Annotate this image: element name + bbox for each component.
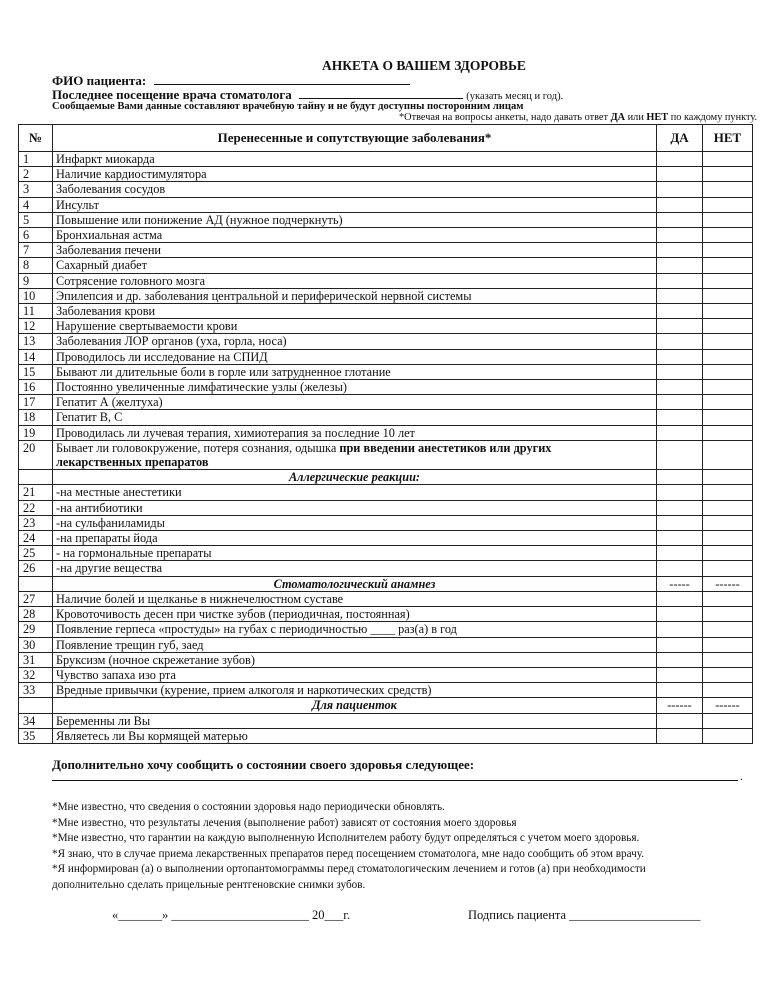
row-number: 15 — [19, 364, 53, 379]
row-question: - на гормональные препараты — [53, 546, 657, 561]
yes-answer-cell[interactable] — [657, 728, 703, 743]
row-question: Бруксизм (ночное скрежетание зубов) — [53, 652, 657, 667]
row-number: 31 — [19, 652, 53, 667]
yes-answer-cell[interactable] — [657, 349, 703, 364]
row-number: 29 — [19, 622, 53, 637]
no-answer-cell[interactable] — [703, 380, 753, 395]
patients-section-header — [19, 698, 753, 713]
table-row — [19, 485, 753, 500]
no-answer-cell[interactable] — [703, 288, 753, 303]
yes-answer-cell[interactable] — [657, 713, 703, 728]
yes-answer-cell[interactable] — [657, 243, 703, 258]
row-number: 35 — [19, 728, 53, 743]
row-number: 13 — [19, 334, 53, 349]
table-row — [19, 197, 753, 212]
row-number: 2 — [19, 167, 53, 182]
row-question: Являетесь ли Вы кормящей матерью — [53, 728, 657, 743]
yes-answer-cell[interactable] — [657, 334, 703, 349]
table-row — [19, 288, 753, 303]
dental-section-header-label: Стоматологический анамнез — [53, 576, 657, 591]
no-answer-cell[interactable] — [703, 683, 753, 698]
no-answer-cell[interactable] — [703, 425, 753, 440]
table-row — [19, 425, 753, 440]
row-number: 8 — [19, 258, 53, 273]
row-number: 24 — [19, 531, 53, 546]
patient-signature[interactable]: Подпись пациента _____________________ — [468, 908, 701, 922]
allergy-section-header — [19, 470, 753, 485]
no-answer-cell[interactable] — [703, 273, 753, 288]
row-number: 25 — [19, 546, 53, 561]
date-line[interactable]: «_______» ______________________ 20___г. — [112, 908, 351, 922]
no-answer-cell[interactable] — [703, 515, 753, 530]
table-body — [19, 152, 753, 744]
yes-answer-cell[interactable] — [657, 364, 703, 379]
row-number: 34 — [19, 713, 53, 728]
row-number: 26 — [19, 561, 53, 576]
row-question: Заболевания крови — [53, 304, 657, 319]
row-number: 18 — [19, 410, 53, 425]
table-row — [19, 713, 753, 728]
dental-section-header — [19, 576, 753, 591]
no-answer-cell[interactable] — [703, 258, 753, 273]
table-row — [19, 531, 753, 546]
table-row — [19, 334, 753, 349]
row-number: 32 — [19, 667, 53, 682]
section-num-cell — [19, 576, 53, 591]
row-question: Появление герпеса «простуды» на губах с периодичностью ____ раз(а) в год — [53, 622, 657, 637]
footnote-line: *Я информирован (а) о выполнении ортопантомограммы перед стоматологическим лечением и готов (а) при необходимости — [52, 863, 646, 875]
table-row — [19, 728, 753, 743]
table-row — [19, 182, 753, 197]
table-row — [19, 515, 753, 530]
yes-answer-cell[interactable] — [657, 591, 703, 606]
table-row — [19, 167, 753, 182]
table-row — [19, 319, 753, 334]
answer-note-suffix: по каждому пункту. — [668, 112, 758, 123]
row-number: 7 — [19, 243, 53, 258]
answer-note — [399, 112, 757, 123]
yes-answer-cell[interactable] — [657, 500, 703, 515]
table-row — [19, 243, 753, 258]
no-answer-cell[interactable] — [703, 485, 753, 500]
table-row — [19, 500, 753, 515]
no-answer-cell[interactable] — [703, 319, 753, 334]
row-question: Проводилась ли лучевая терапия, химиотерапия за последние 10 лет — [53, 425, 657, 440]
additional-info-label: Дополнительно хочу сообщить о состоянии своего здоровья следующее: — [52, 757, 475, 772]
table-row — [19, 258, 753, 273]
row-question-bold: лекарственных препаратов — [56, 455, 209, 470]
header-no: НЕТ — [703, 125, 753, 152]
row-question: Инфаркт миокарда — [53, 152, 657, 167]
row-number: 6 — [19, 228, 53, 243]
row-question: Нарушение свертываемости крови — [53, 319, 657, 334]
table-row — [19, 410, 753, 425]
table-row — [19, 591, 753, 606]
yes-answer-cell[interactable] — [657, 228, 703, 243]
no-answer-cell[interactable] — [703, 212, 753, 227]
row-question: Постоянно увеличенные лимфатические узлы (железы) — [53, 380, 657, 395]
row-question: -на местные анестетики — [53, 485, 657, 500]
row-question: Эпилепсия и др. заболевания центральной и периферической нервной системы — [53, 288, 657, 303]
table-row — [19, 607, 753, 622]
last-visit-hint: (указать месяц и год). — [466, 91, 564, 102]
patients-section-header-label: Для пациенток — [53, 698, 657, 713]
row-question: Проводилось ли исследование на СПИД — [53, 349, 657, 364]
yes-answer-cell[interactable] — [657, 410, 703, 425]
yes-answer-cell[interactable] — [657, 637, 703, 652]
table-row — [19, 152, 753, 167]
yes-answer-cell[interactable] — [657, 485, 703, 500]
row-question: Гепатит В, С — [53, 410, 657, 425]
row-number: 14 — [19, 349, 53, 364]
row-number: 9 — [19, 273, 53, 288]
row-number: 10 — [19, 288, 53, 303]
row-number: 5 — [19, 212, 53, 227]
health-questionnaire-table — [18, 124, 753, 744]
row-question: Заболевания ЛОР органов (уха, горла, носа) — [53, 334, 657, 349]
no-answer-cell[interactable] — [703, 728, 753, 743]
row-number: 22 — [19, 500, 53, 515]
no-answer-cell[interactable] — [703, 440, 753, 469]
yes-answer-cell[interactable] — [657, 652, 703, 667]
row-question: Сотрясение головного мозга — [53, 273, 657, 288]
last-visit-field[interactable] — [299, 87, 463, 99]
no-answer-cell[interactable] — [703, 228, 753, 243]
yes-answer-cell[interactable] — [657, 531, 703, 546]
row-question: Появление трещин губ, заед — [53, 637, 657, 652]
row-question-text: Бывает ли головокружение, потеря сознания, одышка — [56, 440, 340, 455]
table-row — [19, 561, 753, 576]
no-answer-cell[interactable] — [703, 667, 753, 682]
row-question: Кровоточивость десен при чистке зубов (периодичная, постоянная) — [53, 607, 657, 622]
yes-answer-cell[interactable] — [657, 425, 703, 440]
row-question: Заболевания печени — [53, 243, 657, 258]
row-number: 27 — [19, 591, 53, 606]
yes-answer-cell[interactable] — [657, 288, 703, 303]
header-yes: ДА — [657, 125, 703, 152]
table-row — [19, 228, 753, 243]
row-question — [53, 440, 657, 469]
row-number: 16 — [19, 380, 53, 395]
row-number: 20 — [19, 440, 53, 469]
no-answer-cell[interactable] — [703, 395, 753, 410]
patient-name-field[interactable] — [154, 73, 410, 85]
row-question: -на другие вещества — [53, 561, 657, 576]
no-answer-cell[interactable] — [703, 197, 753, 212]
yes-answer-cell[interactable] — [657, 546, 703, 561]
yes-answer-cell[interactable] — [657, 561, 703, 576]
yes-answer-cell[interactable] — [657, 667, 703, 682]
table-row — [19, 622, 753, 637]
table-header-row — [19, 125, 753, 152]
section-no-dash: ------ — [703, 576, 753, 591]
section-num-cell — [19, 470, 53, 485]
no-answer-cell[interactable] — [703, 304, 753, 319]
row-question-bold: при введении анестетиков или других — [339, 440, 552, 455]
table-row — [19, 273, 753, 288]
row-question: Чувство запаха изо рта — [53, 667, 657, 682]
table-row — [19, 546, 753, 561]
row-question: Вредные привычки (курение, прием алкоголя и наркотических средств) — [53, 683, 657, 698]
no-answer-cell[interactable] — [703, 652, 753, 667]
row-number: 17 — [19, 395, 53, 410]
no-answer-cell[interactable] — [703, 622, 753, 637]
no-answer-cell[interactable] — [703, 152, 753, 167]
additional-info-field[interactable] — [52, 770, 738, 781]
table-row — [19, 395, 753, 410]
section-yes-cell — [657, 470, 703, 485]
table-row — [19, 349, 753, 364]
no-answer-cell[interactable] — [703, 182, 753, 197]
no-answer-cell[interactable] — [703, 167, 753, 182]
last-visit-label: Последнее посещение врача стоматолога — [52, 87, 292, 102]
no-answer-cell[interactable] — [703, 243, 753, 258]
section-no-dash: ------ — [703, 698, 753, 713]
section-no-cell — [703, 470, 753, 485]
table-row — [19, 304, 753, 319]
table-row — [19, 667, 753, 682]
row-question: Гепатит А (желтуха) — [53, 395, 657, 410]
row-question: Бронхиальная астма — [53, 228, 657, 243]
row-number: 21 — [19, 485, 53, 500]
yes-answer-cell[interactable] — [657, 258, 703, 273]
row-number: 1 — [19, 152, 53, 167]
no-answer-cell[interactable] — [703, 546, 753, 561]
yes-answer-cell[interactable] — [657, 197, 703, 212]
no-answer-cell[interactable] — [703, 607, 753, 622]
row-number: 33 — [19, 683, 53, 698]
additional-info-period: . — [740, 771, 743, 783]
header-diseases: Перенесенные и сопутствующие заболевания* — [53, 125, 657, 152]
section-yes-dash: ----- — [657, 576, 703, 591]
row-question: Сахарный диабет — [53, 258, 657, 273]
row-number: 28 — [19, 607, 53, 622]
answer-note-or: или — [625, 112, 647, 123]
yes-answer-cell[interactable] — [657, 319, 703, 334]
footnote-line: *Мне известно, что сведения о состоянии здоровья надо периодически обновлять. — [52, 801, 445, 813]
no-answer-cell[interactable] — [703, 591, 753, 606]
table-row — [19, 683, 753, 698]
row-question: Беременны ли Вы — [53, 713, 657, 728]
row-question: Повышение или понижение АД (нужное подчеркнуть) — [53, 212, 657, 227]
row-question: Бывают ли длительные боли в горле или затрудненное глотание — [53, 364, 657, 379]
yes-answer-cell[interactable] — [657, 167, 703, 182]
answer-note-prefix: *Отвечая на вопросы анкеты, надо давать ответ — [399, 112, 611, 123]
row-question: -на антибиотики — [53, 500, 657, 515]
yes-answer-cell[interactable] — [657, 273, 703, 288]
answer-note-no: НЕТ — [646, 112, 669, 123]
yes-answer-cell[interactable] — [657, 212, 703, 227]
yes-answer-cell[interactable] — [657, 182, 703, 197]
footnote-line: *Мне известно, что гарантии на каждую выполненную Исполнителем работу будут определяться с учетом моего здоровья. — [52, 832, 640, 844]
no-answer-cell[interactable] — [703, 410, 753, 425]
header-num: № — [19, 125, 53, 152]
section-yes-dash: ------ — [657, 698, 703, 713]
row-number: 12 — [19, 319, 53, 334]
row-question: Наличие кардиостимулятора — [53, 167, 657, 182]
yes-answer-cell[interactable] — [657, 152, 703, 167]
table-row — [19, 364, 753, 379]
yes-answer-cell[interactable] — [657, 607, 703, 622]
row-question: -на сульфаниламиды — [53, 515, 657, 530]
yes-answer-cell[interactable] — [657, 440, 703, 469]
footnote-line: *Мне известно, что результаты лечения (выполнение работ) зависят от состояния моего здоровья — [52, 816, 517, 829]
table-row — [19, 212, 753, 227]
form-title: АНКЕТА О ВАШЕМ ЗДОРОВЬЕ — [322, 58, 526, 73]
yes-answer-cell[interactable] — [657, 304, 703, 319]
yes-answer-cell[interactable] — [657, 683, 703, 698]
yes-answer-cell[interactable] — [657, 622, 703, 637]
row-question: -на препараты йода — [53, 531, 657, 546]
confidential-note: Сообщаемые Вами данные составляют врачебную тайну и не будут доступны посторонним лицам — [52, 101, 524, 112]
row-number: 30 — [19, 637, 53, 652]
table-row — [19, 652, 753, 667]
no-answer-cell[interactable] — [703, 637, 753, 652]
table-row — [19, 440, 753, 469]
no-answer-cell[interactable] — [703, 531, 753, 546]
no-answer-cell[interactable] — [703, 334, 753, 349]
no-answer-cell[interactable] — [703, 713, 753, 728]
footnote-line: *Я знаю, что в случае приема лекарственных препаратов перед посещением стоматолога, мне надо сообщить об этом врачу. — [52, 847, 645, 860]
table-row — [19, 637, 753, 652]
no-answer-cell[interactable] — [703, 561, 753, 576]
allergy-section-header-label: Аллергические реакции: — [53, 470, 657, 485]
no-answer-cell[interactable] — [703, 349, 753, 364]
row-number: 19 — [19, 425, 53, 440]
no-answer-cell[interactable] — [703, 500, 753, 515]
row-question: Инсульт — [53, 197, 657, 212]
row-number: 4 — [19, 197, 53, 212]
answer-note-yes: ДА — [610, 112, 626, 123]
no-answer-cell[interactable] — [703, 364, 753, 379]
row-question: Заболевания сосудов — [53, 182, 657, 197]
table-row — [19, 380, 753, 395]
footnote-line: дополнительно сделать прицельные рентгеновские снимки зубов. — [52, 878, 366, 891]
patient-name-label: ФИО пациента: — [52, 73, 147, 88]
row-number: 23 — [19, 515, 53, 530]
row-question: Наличие болей и щелканье в нижнечелюстном суставе — [53, 591, 657, 606]
yes-answer-cell[interactable] — [657, 515, 703, 530]
section-num-cell — [19, 698, 53, 713]
row-number: 11 — [19, 304, 53, 319]
yes-answer-cell[interactable] — [657, 395, 703, 410]
row-number: 3 — [19, 182, 53, 197]
yes-answer-cell[interactable] — [657, 380, 703, 395]
